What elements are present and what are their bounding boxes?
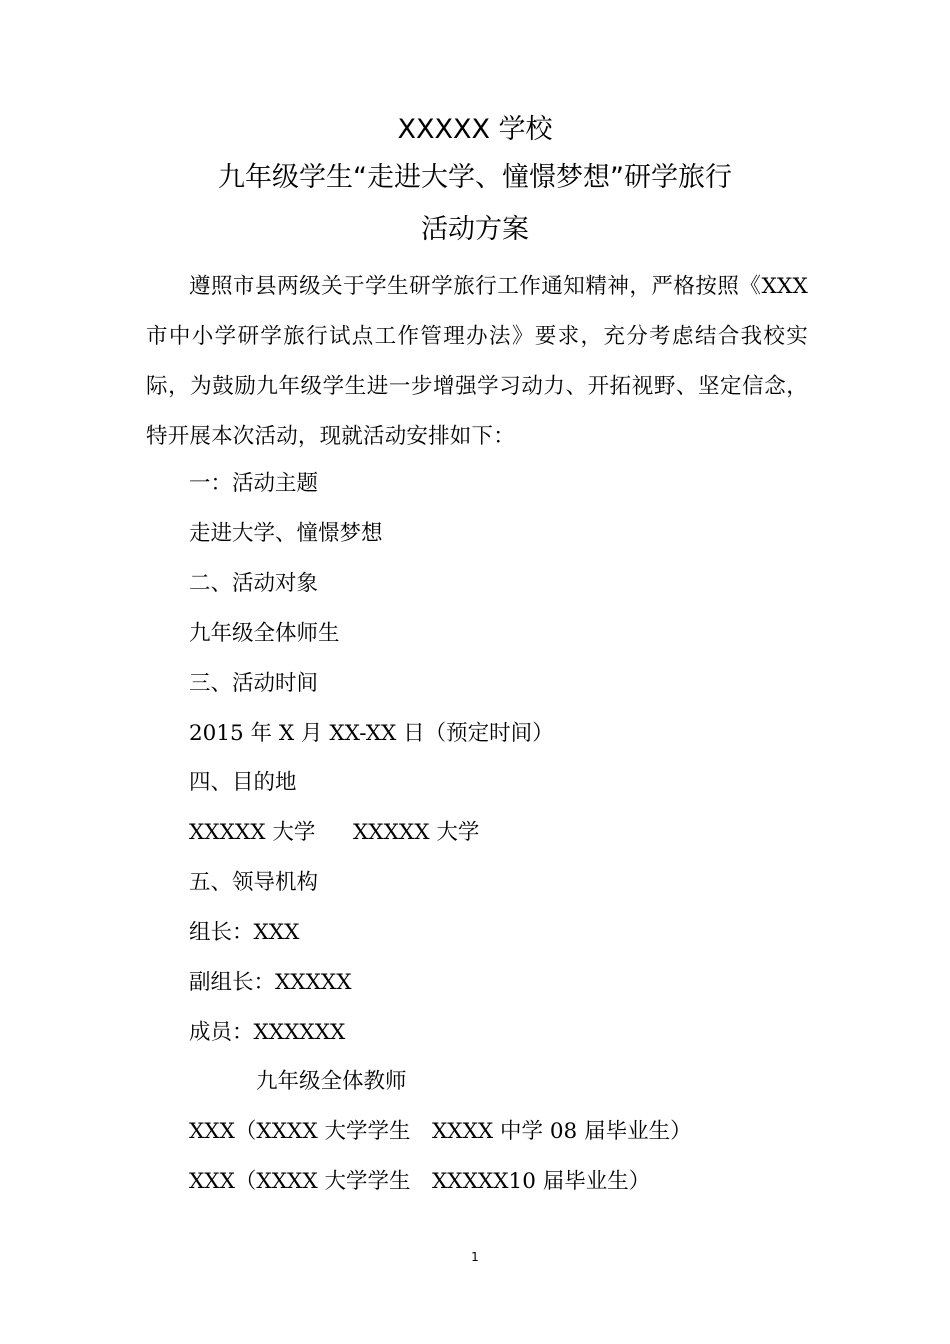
section-theme-heading: 一：活动主题	[189, 471, 319, 496]
title-main: 九年级学生“走进大学、憧憬梦想”研学旅行	[218, 162, 732, 193]
section-leadership-heading: 五、领导机构	[189, 870, 319, 895]
section-time-heading: 三、活动时间	[189, 671, 319, 696]
section-target-heading: 二、活动对象	[189, 571, 319, 596]
title-subtitle: 活动方案	[421, 214, 529, 245]
title-school: XXXXX 学校	[397, 114, 553, 145]
member-student-2: XXX（XXXX 大学学生 XXXXX10 届毕业生）	[189, 1169, 651, 1194]
member-student-1: XXX（XXXX 大学学生 XXXX 中学 08 届毕业生）	[189, 1119, 692, 1144]
members-line: 成员：XXXXXX	[189, 1020, 346, 1045]
section-theme-value: 走进大学、憧憬梦想	[189, 521, 383, 546]
leader-line: 组长：XXX	[189, 920, 300, 945]
section-destination-heading: 四、目的地	[189, 770, 297, 795]
deputy-leader-line: 副组长：XXXXX	[189, 970, 352, 995]
intro-paragraph: 遵照市县两级关于学生研学旅行工作通知精神，严格按照《XXX市中小学研学旅行试点工作管理办法》要求，充分考虑结合我校实际，为鼓励九年级学生进一步增强学习动力、开拓视野、坚定信念，特开展本次活动，现就活动安排如下：	[146, 274, 808, 449]
section-time-value: 2015 年 X 月 XX-XX 日（预定时间）	[189, 721, 554, 746]
section-target-value: 九年级全体师生	[189, 621, 340, 646]
destination-1: XXXXX 大学	[189, 820, 316, 845]
page-number: 1	[471, 1250, 479, 1264]
destination-2: XXXXX 大学	[353, 820, 480, 845]
members-teachers-line: 九年级全体教师	[256, 1069, 407, 1094]
